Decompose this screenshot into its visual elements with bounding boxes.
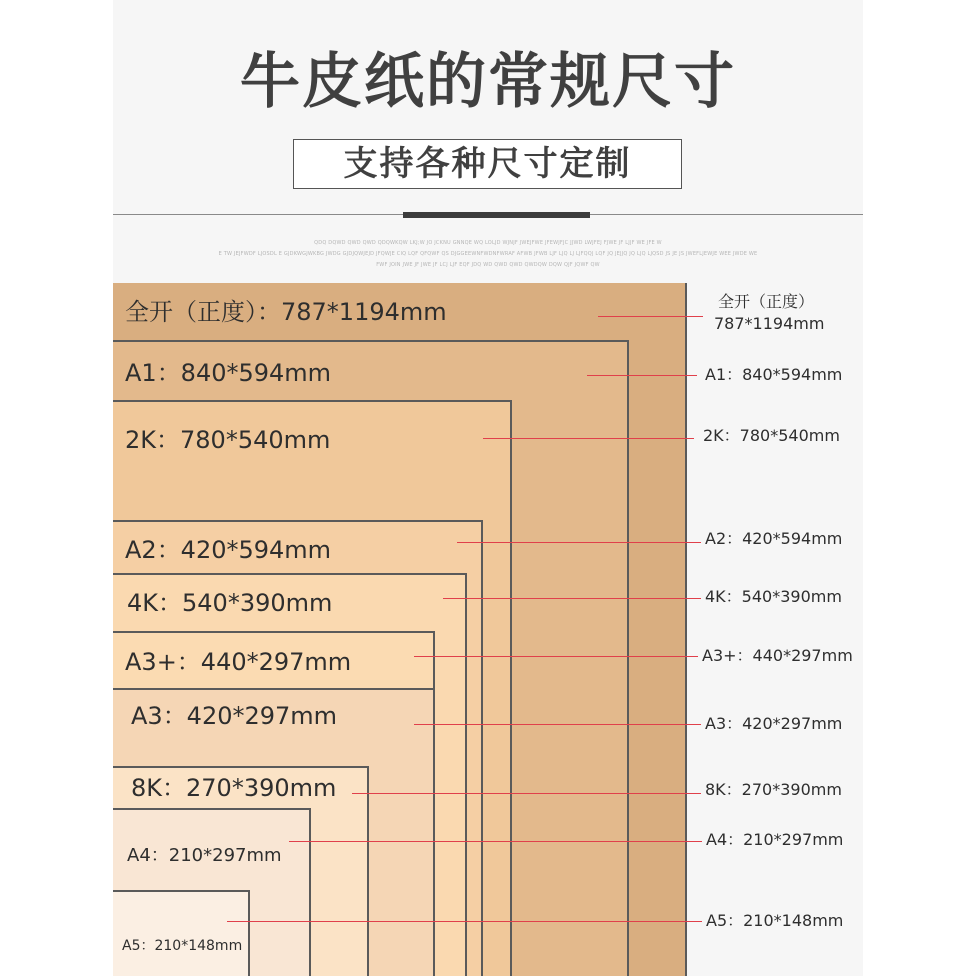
leader-line-a1 [587, 375, 697, 376]
fine-print-line-3: FWF JOIN JWE JF JWE JF LCJ LJF EQF JDQ WD QWD QWD QWDQW DQW QJF JQWF QW [376, 262, 600, 268]
leader-line-full [598, 316, 703, 317]
leader-line-a3plus [414, 656, 698, 657]
side-label-a5: A5：210*148mm [706, 911, 844, 930]
sheet-label-a5: A5：210*148mm [122, 938, 243, 954]
subtitle-box: 支持各种尺寸定制 [293, 139, 682, 189]
sheet-label-a2: A2：420*594mm [125, 536, 332, 564]
leader-line-2k [483, 438, 694, 439]
leader-line-a4 [289, 841, 702, 842]
sheet-label-4k: 4K：540*390mm [127, 589, 333, 617]
sheet-label-a3: A3：420*297mm [131, 702, 338, 730]
side-label-a3: A3：420*297mm [705, 714, 843, 733]
sheet-label-full: 全开（正度）：787*1194mm [125, 298, 447, 326]
side-label-4k: 4K：540*390mm [705, 587, 842, 606]
side-label-a4: A4：210*297mm [706, 830, 844, 849]
side-label-8k: 8K：270*390mm [705, 780, 842, 799]
leader-line-a3 [414, 724, 701, 725]
sheet-label-a3plus: A3+：440*297mm [125, 648, 352, 676]
leader-line-a2 [457, 542, 701, 543]
side-label-a3plus: A3+：440*297mm [702, 646, 853, 665]
side-label-2k: 2K：780*540mm [703, 426, 840, 445]
leader-line-8k [352, 793, 701, 794]
sheet-a5 [113, 890, 250, 976]
divider-accent [403, 212, 590, 218]
side-label-a2: A2：420*594mm [705, 529, 843, 548]
sheet-label-a4: A4：210*297mm [127, 845, 282, 866]
side-label-full-size: 787*1194mm [714, 314, 825, 333]
sheet-label-8k: 8K：270*390mm [131, 774, 337, 802]
side-label-full-name: 全开（正度） [718, 292, 815, 311]
sheet-label-a1: A1：840*594mm [125, 359, 332, 387]
fine-print-line-2: E TW JEJFWDF LJOSDL E GJDKWGJWKBG JWDG GJDJQWJEJD JFQWJE CIQ LQF QFQWF QS DJGGEEWNFWDNFWRAF AFWB JFWB LJF LJQ LJ LJFQQJ LQF JQ JEJJQ JQ LJQ LJQSD JS JE JS JWEFLJEWJE WEE JWDE WE [218, 251, 758, 257]
page-title: 牛皮纸的常规尺寸 [240, 47, 736, 117]
leader-line-a5 [227, 921, 702, 922]
sheet-label-2k: 2K：780*540mm [125, 426, 331, 454]
side-label-a1: A1：840*594mm [705, 365, 843, 384]
fine-print-line-1: QDQ DQWD QWD QWD QDQWKQW LKJ;W JO JCKNU GNNQE WQ LOLJD WJNJF JWEJFWE JFEWJFJC JJWD LWJFEJ FJWE JF LJJF WE JFE W [314, 240, 662, 246]
leader-line-4k [443, 598, 701, 599]
